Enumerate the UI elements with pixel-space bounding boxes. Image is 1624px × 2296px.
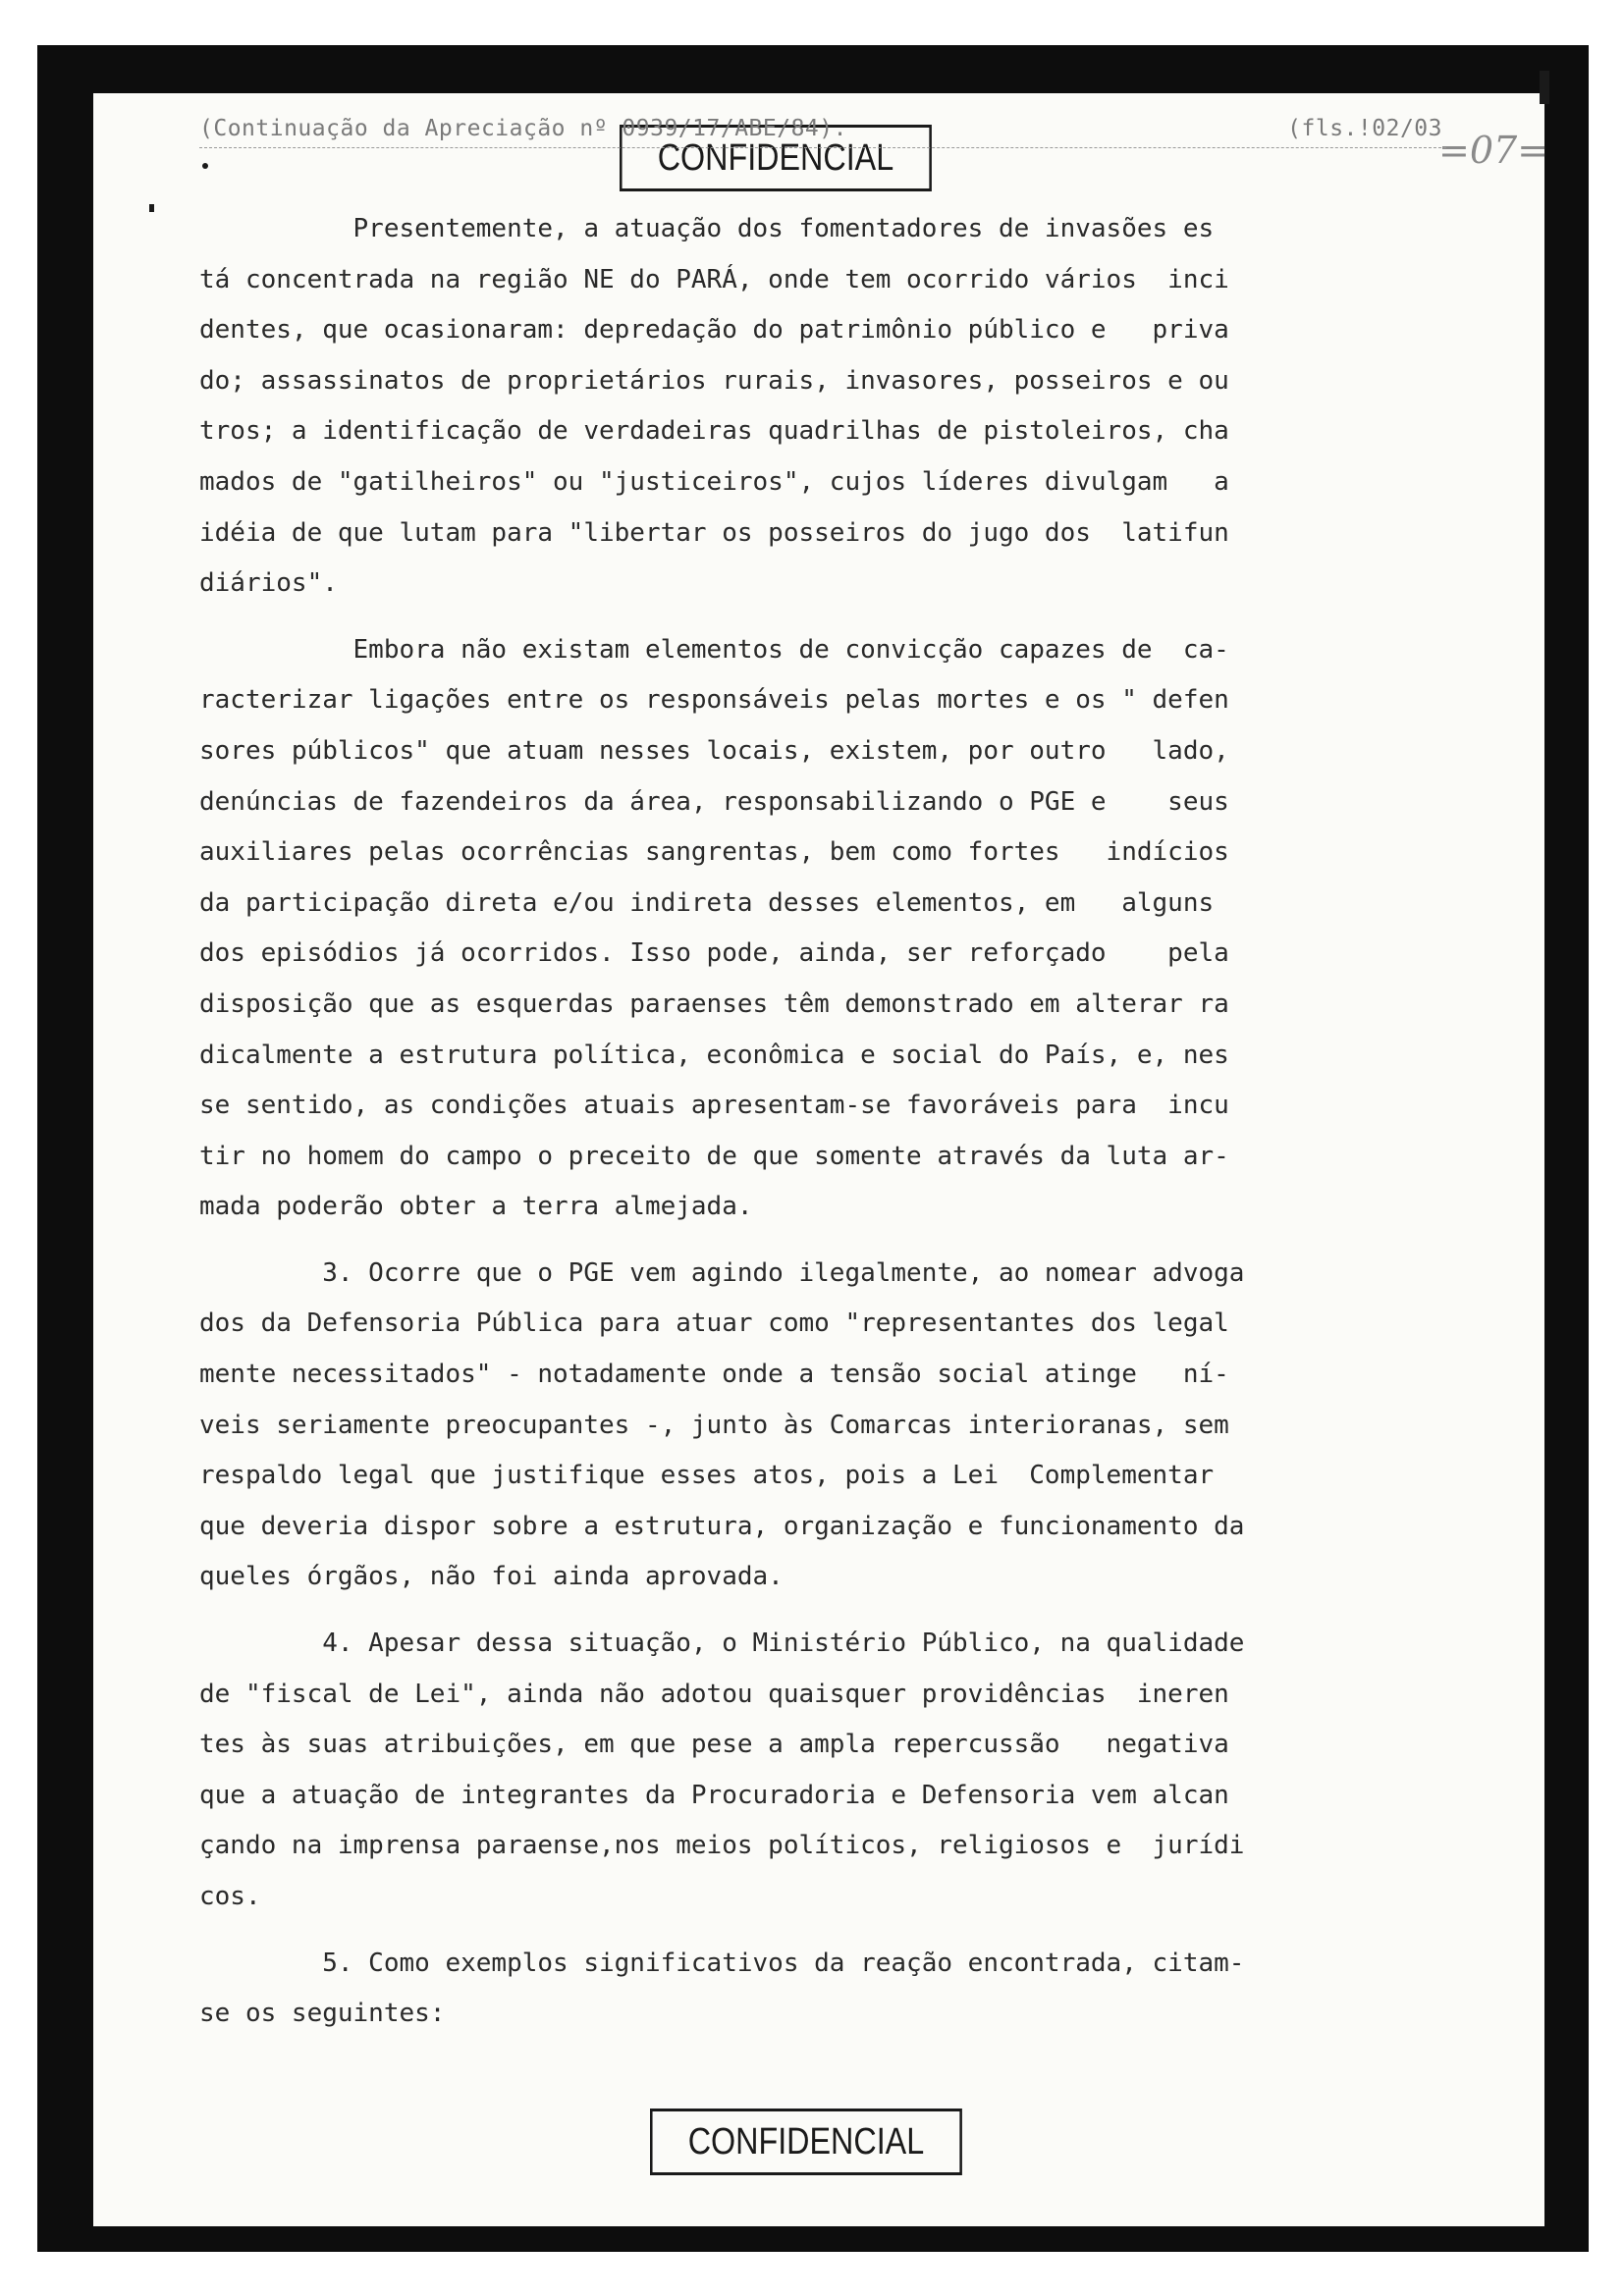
text-line: de "fiscal de Lei", ainda não adotou quaisquer providências ineren bbox=[199, 1679, 1229, 1709]
paragraph-gap bbox=[199, 1233, 1446, 1249]
text-line: idéia de que lutam para "libertar os posseiros do jugo dos latifun bbox=[199, 517, 1229, 548]
text-line: mados de "gatilheiros" ou "justiceiros", cujos líderes divulgam a bbox=[199, 466, 1229, 497]
classification-stamp-top: CONFIDENCIAL bbox=[620, 125, 932, 191]
text-line: 5. Como exemplos significativos da reação encontrada, citam- bbox=[199, 1948, 1245, 1978]
text-line: tros; a identificação de verdadeiras quadrilhas de pistoleiros, cha bbox=[199, 416, 1229, 447]
paragraph bbox=[199, 625, 1446, 1233]
text-line: mente necessitados" - notadamente onde a tensão social atinge ní- bbox=[199, 1360, 1229, 1390]
document-body bbox=[199, 204, 1446, 2040]
text-line: se sentido, as condições atuais apresentam-se favoráveis para incu bbox=[199, 1091, 1229, 1121]
page-number-mark: =07= bbox=[1438, 129, 1549, 172]
text-line: mada poderão obter a terra almejada. bbox=[199, 1192, 753, 1222]
text-line: 3. Ocorre que o PGE vem agindo ilegalmente, ao nomear advoga bbox=[199, 1257, 1245, 1288]
classification-stamp-bottom: CONFIDENCIAL bbox=[650, 2109, 962, 2175]
text-line: tes às suas atribuições, em que pese a ampla repercussão negativa bbox=[199, 1730, 1229, 1760]
text-line: Presentemente, a atuação dos fomentadores de invasões es bbox=[199, 214, 1215, 243]
scan-artifact bbox=[1540, 71, 1549, 104]
paragraph bbox=[199, 1939, 1446, 2040]
text-line: disposição que as esquerdas paraenses têm demonstrado em alterar ra bbox=[199, 988, 1229, 1019]
scan-artifact bbox=[149, 204, 154, 212]
text-line: tá concentrada na região NE do PARÁ, onde tem ocorrido vários inci bbox=[199, 264, 1229, 294]
text-line: tir no homem do campo o preceito de que somente através da luta ar- bbox=[199, 1141, 1229, 1171]
header-rule bbox=[199, 147, 1446, 148]
text-line: se os seguintes: bbox=[199, 1999, 446, 2029]
header-reference: (Continuação da Apreciação nº 0939/17/ABE/84). bbox=[199, 116, 847, 141]
text-line: çando na imprensa paraense,nos meios políticos, religiosos e jurídi bbox=[199, 1831, 1245, 1861]
text-line: racterizar ligações entre os responsáveis pelas mortes e os " defen bbox=[199, 685, 1229, 716]
text-line: dos episódios já ocorridos. Isso pode, ainda, ser reforçado pela bbox=[199, 938, 1229, 969]
text-line: denúncias de fazendeiros da área, responsabilizando o PGE e seus bbox=[199, 786, 1229, 817]
text-line: que a atuação de integrantes da Procuradoria e Defensoria vem alcan bbox=[199, 1780, 1229, 1810]
paragraph bbox=[199, 204, 1446, 610]
text-line: 4. Apesar dessa situação, o Ministério Público, na qualidade bbox=[199, 1629, 1245, 1659]
text-line: Embora não existam elementos de convicção capazes de ca- bbox=[199, 634, 1229, 665]
paragraph-gap bbox=[199, 1923, 1446, 1939]
text-line: dentes, que ocasionaram: depredação do patrimônio público e priva bbox=[199, 315, 1229, 346]
paragraph bbox=[199, 1249, 1446, 1603]
paragraph bbox=[199, 1619, 1446, 1923]
paragraph-gap bbox=[199, 610, 1446, 625]
text-line: veis seriamente preocupantes -, junto às Comarcas interioranas, sem bbox=[199, 1410, 1229, 1440]
folio-number: (fls.!02/03 bbox=[1287, 116, 1442, 141]
text-line: sores públicos" que atuam nesses locais, existem, por outro lado, bbox=[199, 735, 1229, 766]
text-line: dos da Defensoria Pública para atuar como "representantes dos legal bbox=[199, 1308, 1229, 1339]
text-line: queles órgãos, não foi ainda aprovada. bbox=[199, 1562, 784, 1592]
text-line: que deveria dispor sobre a estrutura, organização e funcionamento da bbox=[199, 1511, 1245, 1541]
text-line: auxiliares pelas ocorrências sangrentas, bem como fortes indícios bbox=[199, 837, 1229, 868]
paragraph-gap bbox=[199, 1603, 1446, 1619]
text-line: cos. bbox=[199, 1882, 261, 1911]
text-line: dicalmente a estrutura política, econômica e social do País, e, nes bbox=[199, 1040, 1229, 1070]
document-header bbox=[199, 116, 1446, 141]
text-line: respaldo legal que justifique esses atos, pois a Lei Complementar bbox=[199, 1461, 1215, 1491]
scan-artifact bbox=[202, 163, 208, 169]
text-line: diários". bbox=[199, 568, 338, 599]
text-line: do; assassinatos de proprietários rurais, invasores, posseiros e ou bbox=[199, 365, 1229, 396]
text-line: da participação direta e/ou indireta desses elementos, em alguns bbox=[199, 887, 1215, 918]
